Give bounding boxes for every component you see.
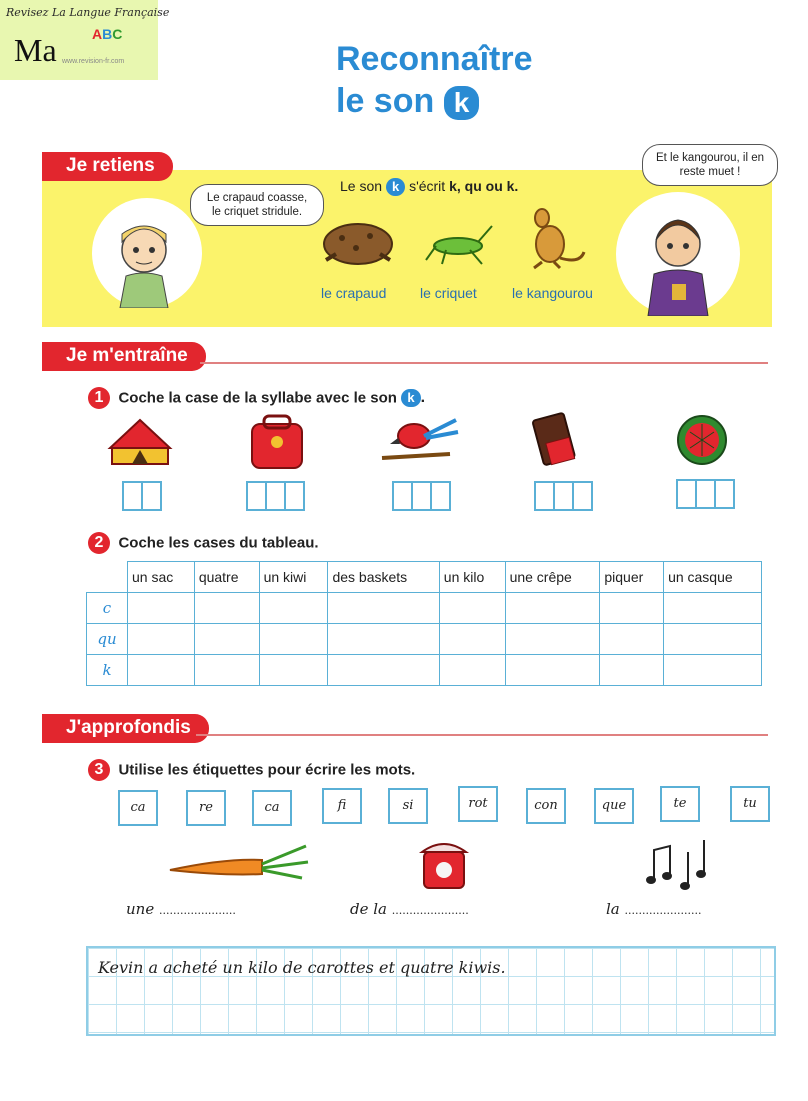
table-cell[interactable] bbox=[600, 655, 664, 686]
title-line2: le son k bbox=[336, 80, 533, 122]
table-cell[interactable] bbox=[194, 624, 259, 655]
writing-grid[interactable] bbox=[86, 946, 776, 1036]
logo-abc: ABC bbox=[92, 26, 123, 42]
circus-tent-icon bbox=[106, 418, 174, 468]
row-header: k bbox=[87, 655, 128, 686]
kangaroo-icon bbox=[520, 204, 586, 270]
table-cell[interactable] bbox=[664, 624, 762, 655]
exercise-1-number: 1 bbox=[88, 387, 110, 409]
title-line1: Reconnaître bbox=[336, 40, 533, 78]
logo-ma: Ma bbox=[14, 32, 57, 68]
table-cell[interactable] bbox=[439, 593, 505, 624]
table-cell[interactable] bbox=[259, 593, 328, 624]
spelling-rule: Le son k s'écrit k, qu ou k. bbox=[340, 178, 519, 194]
boy-illustration bbox=[616, 192, 740, 316]
fill-in-3: la ...................... bbox=[606, 900, 702, 918]
girl-circle bbox=[92, 198, 202, 308]
sound-table bbox=[86, 561, 762, 686]
jam-jar-icon bbox=[418, 836, 470, 892]
table-cell[interactable] bbox=[505, 593, 600, 624]
col-header: un kiwi bbox=[259, 562, 328, 593]
parrot-icon bbox=[380, 414, 460, 470]
syllable-box-perroquet[interactable] bbox=[392, 481, 451, 511]
row-header: qu bbox=[87, 624, 128, 655]
music-notes-icon bbox=[644, 836, 716, 892]
page-title bbox=[336, 38, 533, 122]
table-corner bbox=[87, 562, 128, 593]
syllable-label[interactable]: rot bbox=[458, 786, 498, 822]
bubble-right: Et le kangourou, il en reste muet ! bbox=[642, 144, 778, 186]
syllable-box-cartable[interactable] bbox=[246, 481, 305, 511]
table-cell[interactable] bbox=[128, 593, 195, 624]
cricket-icon bbox=[422, 220, 494, 266]
girl-illustration bbox=[92, 198, 202, 308]
toad-icon bbox=[320, 216, 396, 268]
banner-je-retiens: Je retiens bbox=[42, 152, 173, 181]
syllable-label[interactable]: que bbox=[594, 788, 634, 824]
col-header: une crêpe bbox=[505, 562, 600, 593]
word-crapaud: le crapaud bbox=[321, 285, 387, 301]
banner-japprofondis: J'approfondis bbox=[42, 714, 209, 743]
table-cell[interactable] bbox=[259, 655, 328, 686]
table-cell[interactable] bbox=[194, 655, 259, 686]
syllable-label[interactable]: si bbox=[388, 788, 428, 824]
blank-3[interactable]: ...................... bbox=[624, 904, 702, 917]
syllable-label[interactable]: fi bbox=[322, 788, 362, 824]
exercise-3-number: 3 bbox=[88, 759, 110, 781]
banner-je-mentraine: Je m'entraîne bbox=[42, 342, 206, 371]
fill-in-2: de la ...................... bbox=[350, 900, 469, 918]
table-cell[interactable] bbox=[505, 624, 600, 655]
backpack-icon bbox=[246, 414, 308, 470]
exercise-2-number: 2 bbox=[88, 532, 110, 554]
syllable-label[interactable]: con bbox=[526, 788, 566, 824]
col-header: un sac bbox=[128, 562, 195, 593]
boy-circle bbox=[616, 192, 740, 316]
logo-domain: www.revision-fr.com bbox=[62, 58, 125, 65]
table-cell[interactable] bbox=[600, 593, 664, 624]
syllable-label[interactable]: ca bbox=[118, 790, 158, 826]
table-cell[interactable] bbox=[439, 624, 505, 655]
table-header-row bbox=[87, 562, 762, 593]
table-cell[interactable] bbox=[259, 624, 328, 655]
exercise-3-heading bbox=[88, 759, 415, 781]
table-row bbox=[87, 593, 762, 624]
table-cell[interactable] bbox=[664, 655, 762, 686]
syllable-label[interactable]: tu bbox=[730, 786, 770, 822]
carrot-icon bbox=[166, 840, 310, 882]
syllable-label[interactable]: te bbox=[660, 786, 700, 822]
word-criquet: le criquet bbox=[420, 285, 477, 301]
table-cell[interactable] bbox=[128, 624, 195, 655]
syllable-label[interactable]: re bbox=[186, 790, 226, 826]
logo-tagline: Revisez La Langue Française bbox=[6, 6, 170, 19]
table-cell[interactable] bbox=[328, 655, 439, 686]
section-rule-2 bbox=[196, 734, 768, 736]
bubble-left: Le crapaud coasse, le criquet stridule. bbox=[190, 184, 324, 226]
col-header: piquer bbox=[600, 562, 664, 593]
col-header: quatre bbox=[194, 562, 259, 593]
exercise-2-instruction: Coche les cases du tableau. bbox=[118, 534, 319, 552]
table-cell[interactable] bbox=[505, 655, 600, 686]
chocolate-bar-icon bbox=[530, 412, 580, 468]
exercise-2-heading bbox=[88, 532, 319, 554]
col-header: un casque bbox=[664, 562, 762, 593]
blank-1[interactable]: ...................... bbox=[158, 904, 236, 917]
watermelon-icon bbox=[676, 414, 728, 466]
table-cell[interactable] bbox=[439, 655, 505, 686]
table-cell[interactable] bbox=[328, 593, 439, 624]
exercise-1-instruction: Coche la case de la syllabe avec le son bbox=[118, 389, 397, 407]
table-cell[interactable] bbox=[328, 624, 439, 655]
row-header: c bbox=[87, 593, 128, 624]
blank-2[interactable]: ...................... bbox=[391, 904, 469, 917]
col-header: un kilo bbox=[439, 562, 505, 593]
sound-k-badge: k bbox=[444, 86, 480, 120]
syllable-box-chocolat[interactable] bbox=[534, 481, 593, 511]
word-kangourou: le kangourou bbox=[512, 285, 593, 301]
model-sentence: Kevin a acheté un kilo de carottes et quatre kiwis. bbox=[98, 958, 506, 977]
table-row bbox=[87, 624, 762, 655]
table-cell[interactable] bbox=[600, 624, 664, 655]
fill-in-1: une ...................... bbox=[126, 900, 236, 918]
syllable-box-pasteque[interactable] bbox=[676, 479, 735, 509]
section-rule bbox=[200, 362, 768, 364]
table-row bbox=[87, 655, 762, 686]
exercise-3-instruction: Utilise les étiquettes pour écrire les mots. bbox=[118, 761, 416, 779]
exercise-1-k-badge: k bbox=[401, 389, 420, 407]
col-header: des baskets bbox=[328, 562, 439, 593]
table-cell[interactable] bbox=[194, 593, 259, 624]
exercise-1-heading: 1 Coche la case de la syllabe avec le son k . bbox=[88, 387, 425, 409]
site-logo bbox=[0, 0, 170, 80]
syllable-box-chapiteau[interactable] bbox=[122, 481, 162, 511]
table-cell[interactable] bbox=[664, 593, 762, 624]
table-cell[interactable] bbox=[128, 655, 195, 686]
rule-k-badge: k bbox=[386, 178, 405, 196]
syllable-label[interactable]: ca bbox=[252, 790, 292, 826]
